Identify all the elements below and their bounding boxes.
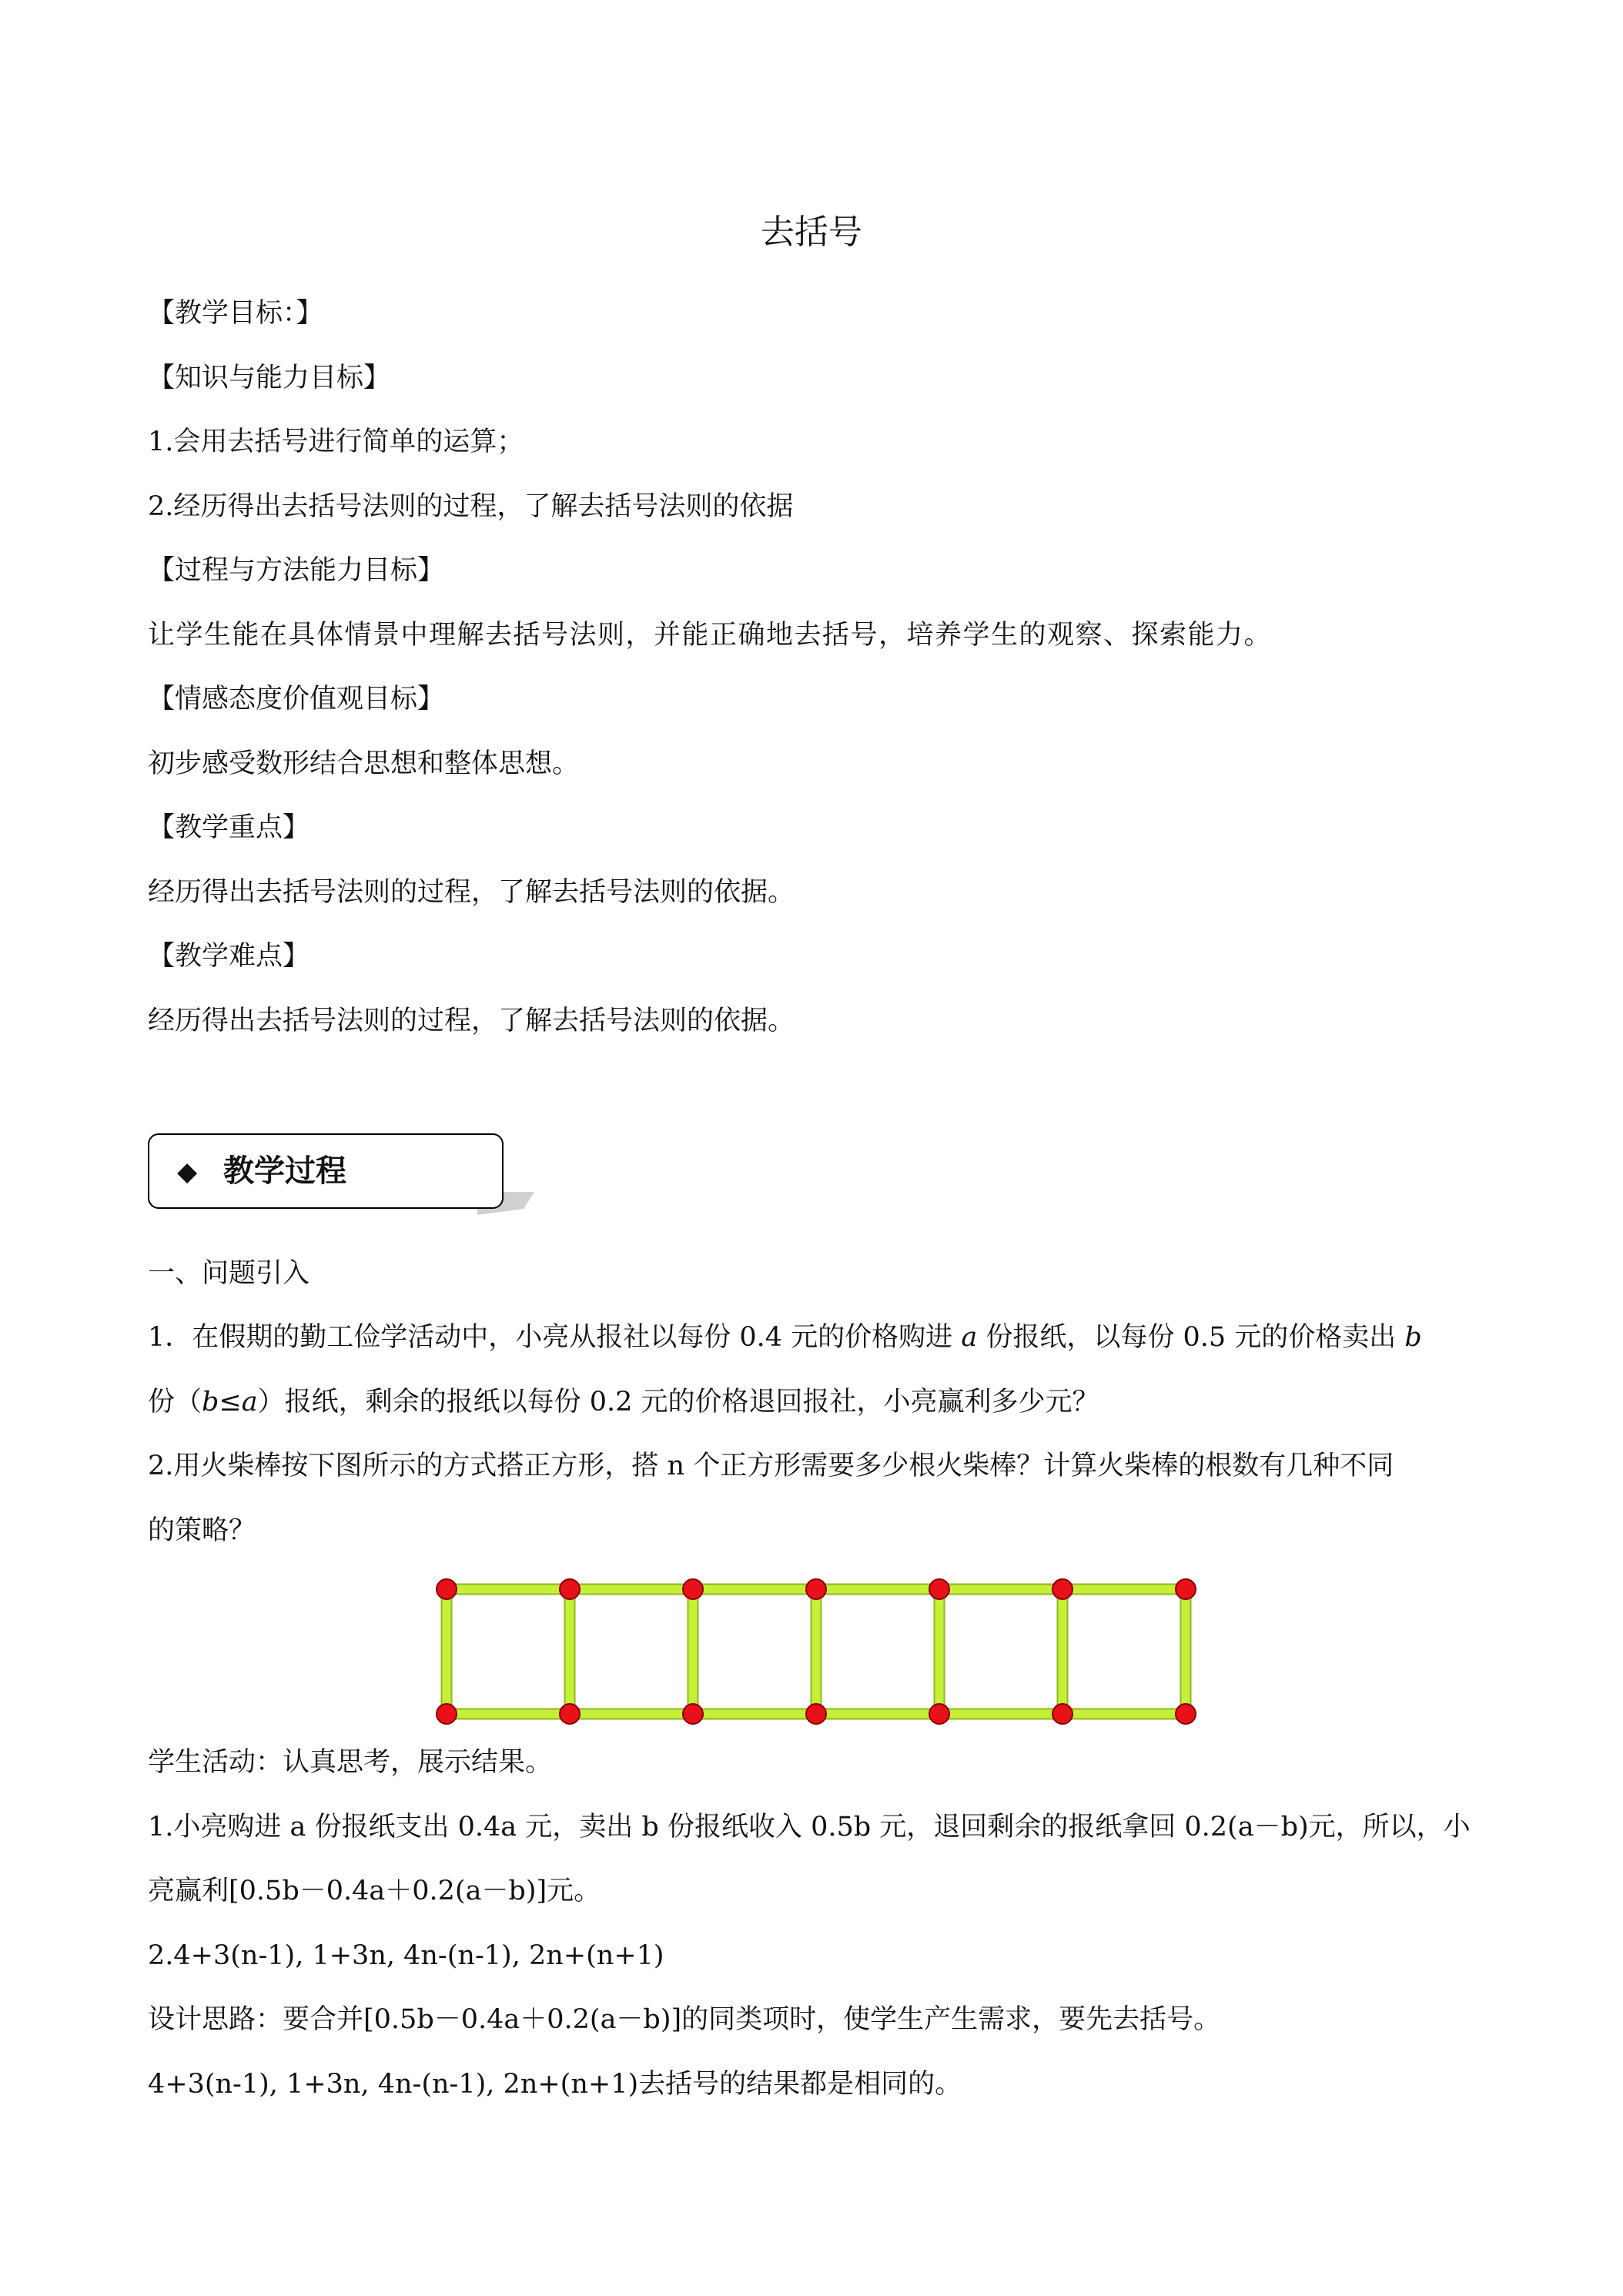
problem-2-line-1: 2.用火柴棒按下图所示的方式搭正方形，搭 n 个正方形需要多少根火柴棒？计算火柴棒的根数有几种不同 bbox=[148, 1451, 1394, 1481]
match-head-5-top bbox=[1052, 1579, 1073, 1599]
match-head-2-bottom bbox=[683, 1704, 703, 1724]
variable-a-2: a bbox=[241, 1387, 258, 1417]
process-heading: 【过程与方法能力目标】 bbox=[148, 555, 445, 586]
knowledge-item-2: 2.经历得出去括号法则的过程，了解去括号法则的依据 bbox=[148, 491, 794, 522]
problem-1-text-d: ）报纸，剩余的报纸以每份 0.2 元的价格退回报社，小亮赢利多少元？ bbox=[257, 1387, 1099, 1417]
design-idea: 设计思路：要合并[0.5b－0.4a＋0.2(a－b)]的同类项时，使学生产生需求，要先去括号。 bbox=[148, 2004, 1221, 2035]
section-box bbox=[148, 1133, 504, 1209]
match-head-3-bottom bbox=[806, 1704, 826, 1724]
problem-1-text-c: 份（ bbox=[148, 1387, 202, 1417]
matchstick-squares-figure bbox=[431, 1571, 1201, 1732]
key-text: 经历得出去括号法则的过程，了解去括号法则的依据。 bbox=[148, 877, 795, 908]
page-title: 去括号 bbox=[761, 213, 862, 252]
match-head-0-bottom bbox=[437, 1704, 457, 1724]
problem-1-line-1 bbox=[148, 1319, 1422, 1356]
match-head-1-top bbox=[560, 1579, 580, 1599]
diamond-bullet-icon: ◆ bbox=[177, 1156, 198, 1187]
objectives-heading: 【教学目标：】 bbox=[148, 298, 323, 329]
problem-1-text-a: 1．在假期的勤工俭学活动中，小亮从报社以每份 0.4 元的价格购进 bbox=[148, 1322, 962, 1353]
match-head-3-top bbox=[806, 1579, 826, 1599]
conclusion: 4+3(n-1), 1+3n, 4n-(n-1), 2n+(n+1)去括号的结果都是相同的。 bbox=[148, 2069, 962, 2100]
problem-1-text-b: 份报纸，以每份 0.5 元的价格卖出 bbox=[977, 1322, 1405, 1353]
variable-a: a bbox=[961, 1322, 978, 1353]
variable-b-2: b bbox=[202, 1387, 219, 1417]
knowledge-item-1: 1.会用去括号进行简单的运算； bbox=[148, 427, 524, 457]
process-text: 让学生能在具体情景中理解去括号法则，并能正确地去括号，培养学生的观察、探索能力。 bbox=[148, 620, 1273, 651]
student-activity: 学生活动：认真思考，展示结果。 bbox=[148, 1747, 553, 1778]
variable-b: b bbox=[1404, 1322, 1422, 1353]
difficulty-text: 经历得出去括号法则的过程，了解去括号法则的依据。 bbox=[148, 1006, 795, 1036]
emotion-text: 初步感受数形结合思想和整体思想。 bbox=[148, 748, 580, 779]
problem-1-leq: ≤ bbox=[219, 1387, 242, 1417]
match-head-2-top bbox=[683, 1579, 703, 1599]
match-head-4-bottom bbox=[929, 1704, 949, 1724]
section-1-heading: 一、问题引入 bbox=[148, 1258, 310, 1289]
match-head-6-bottom bbox=[1176, 1704, 1196, 1724]
section-box-label: 教学过程 bbox=[223, 1153, 346, 1189]
match-head-0-top bbox=[437, 1579, 457, 1599]
key-heading: 【教学重点】 bbox=[148, 812, 310, 843]
match-head-1-bottom bbox=[560, 1704, 580, 1724]
problem-1-line-2 bbox=[148, 1384, 1099, 1421]
answer-2: 2.4+3(n-1), 1+3n, 4n-(n-1), 2n+(n+1) bbox=[148, 1940, 664, 1971]
problem-2-line-2: 的策略？ bbox=[148, 1515, 256, 1546]
answer-1-line-2: 亮赢利[0.5b－0.4a＋0.2(a－b)]元。 bbox=[148, 1876, 601, 1906]
match-head-5-bottom bbox=[1052, 1704, 1073, 1724]
match-head-6-top bbox=[1176, 1579, 1196, 1599]
difficulty-heading: 【教学难点】 bbox=[148, 941, 310, 972]
match-head-4-top bbox=[929, 1579, 949, 1599]
answer-1-line-1: 1.小亮购进 a 份报纸支出 0.4a 元，卖出 b 份报纸收入 0.5b 元，退回剩余的报纸拿回 0.2(a－b)元，所以，小 bbox=[148, 1812, 1471, 1842]
knowledge-heading: 【知识与能力目标】 bbox=[148, 363, 391, 393]
emotion-heading: 【情感态度价值观目标】 bbox=[148, 684, 445, 715]
